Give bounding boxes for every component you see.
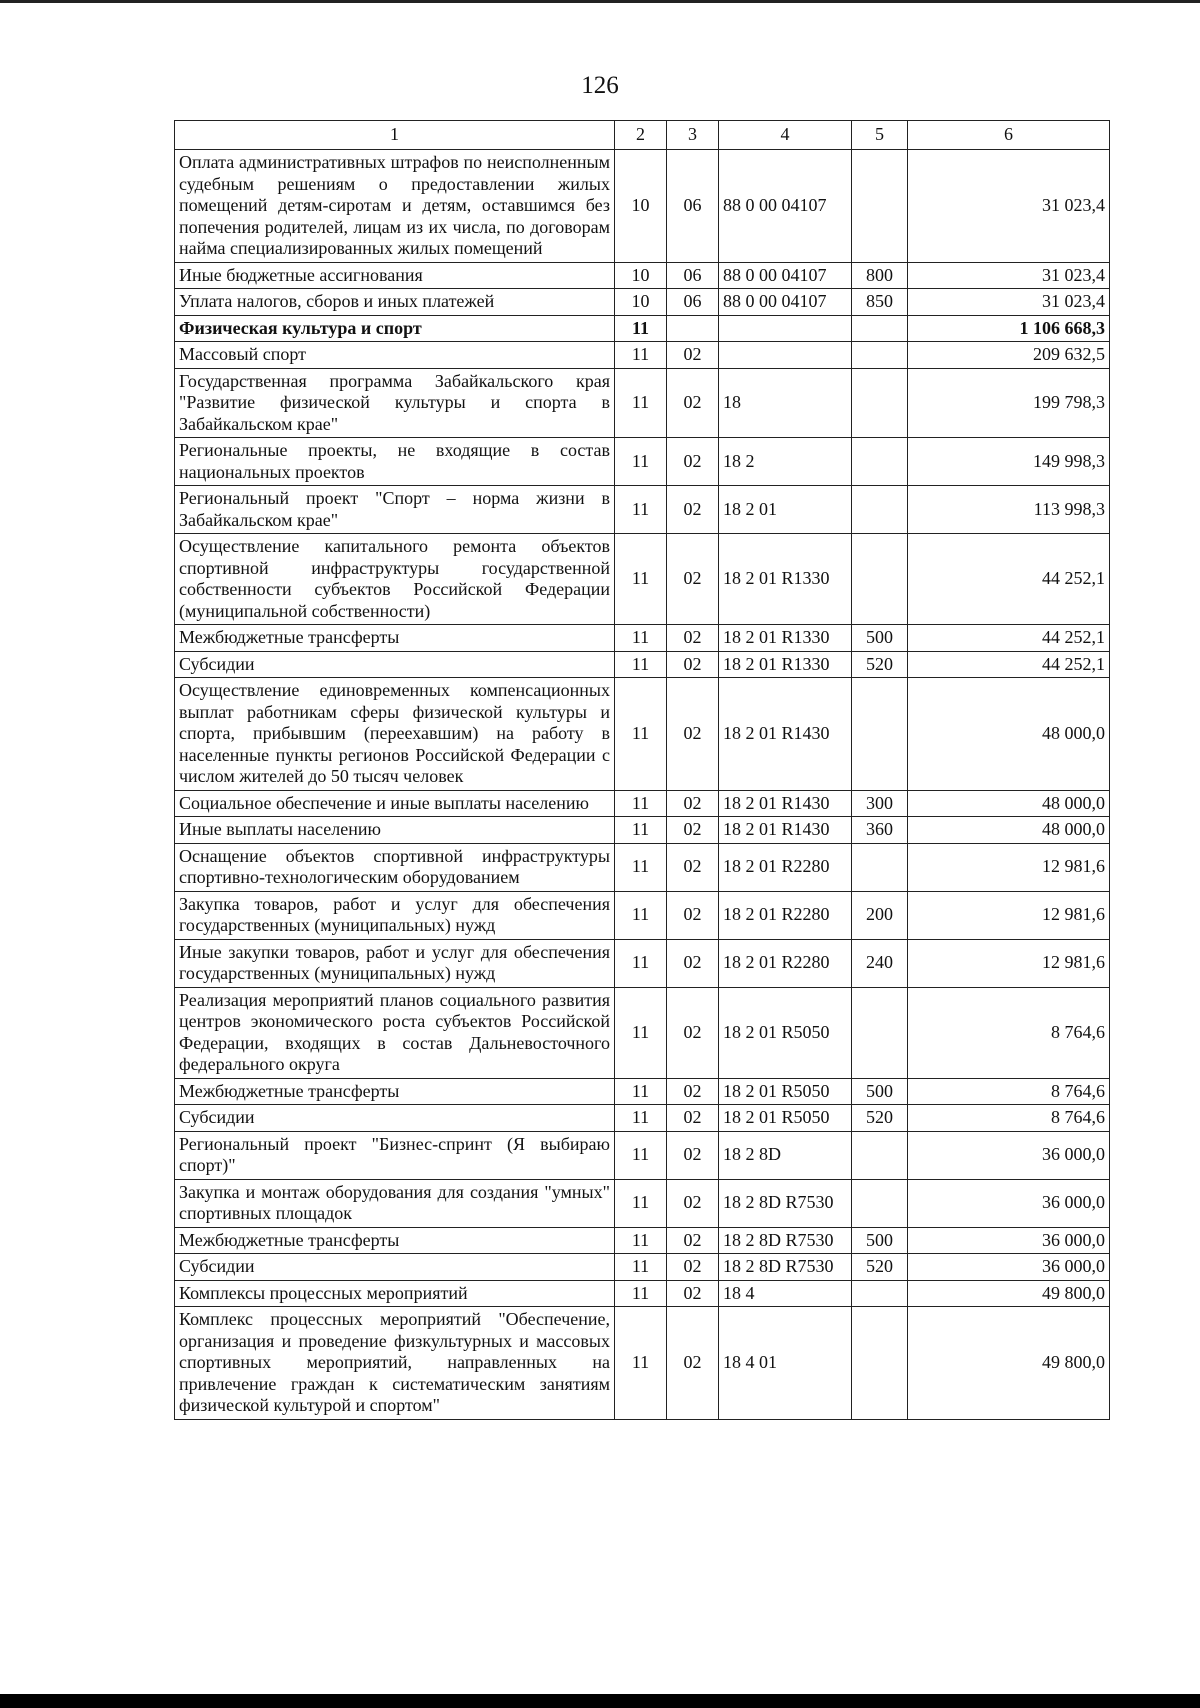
row-subsection-cell: 02 — [667, 368, 719, 438]
column-number-header — [175, 121, 1110, 150]
table-row — [175, 678, 1110, 791]
table-row — [175, 315, 1110, 342]
table-row — [175, 342, 1110, 369]
row-expense-type-cell — [852, 987, 908, 1078]
row-name-cell: Государственная программа Забайкальского края "Развитие физической культуры и спорта в Забайкальском крае" — [175, 368, 615, 438]
row-amount-cell: 8 764,6 — [908, 1078, 1110, 1105]
table-row — [175, 817, 1110, 844]
table-row — [175, 1307, 1110, 1420]
row-name-cell: Закупка товаров, работ и услуг для обеспечения государственных (муниципальных) нужд — [175, 891, 615, 939]
row-name-cell: Уплата налогов, сборов и иных платежей — [175, 289, 615, 316]
column-header-3: 3 — [667, 121, 719, 150]
budget-table — [174, 120, 1110, 1420]
row-expense-type-cell — [852, 1307, 908, 1420]
row-target-code-cell: 18 2 01 R1330 — [719, 534, 852, 625]
row-name-cell: Оплата административных штрафов по неисполненным судебным решениям о предоставлении жилых помещений детям-сиротам и детям, оставшимся без попечения родителей, лицам из их числа, по договорам найма специализированных жилых помещений — [175, 150, 615, 263]
row-target-code-cell — [719, 342, 852, 369]
table-row — [175, 289, 1110, 316]
row-target-code-cell: 18 2 01 R5050 — [719, 987, 852, 1078]
row-expense-type-cell: 500 — [852, 625, 908, 652]
row-amount-cell: 36 000,0 — [908, 1179, 1110, 1227]
row-target-code-cell: 18 2 8D R7530 — [719, 1227, 852, 1254]
row-subsection-cell: 02 — [667, 939, 719, 987]
row-target-code-cell: 18 2 01 R1430 — [719, 678, 852, 791]
row-amount-cell: 36 000,0 — [908, 1227, 1110, 1254]
row-subsection-cell: 02 — [667, 1078, 719, 1105]
row-target-code-cell: 18 2 8D — [719, 1131, 852, 1179]
table-row — [175, 987, 1110, 1078]
row-section-cell: 11 — [615, 368, 667, 438]
row-expense-type-cell: 240 — [852, 939, 908, 987]
row-target-code-cell: 18 2 01 R1430 — [719, 790, 852, 817]
row-section-cell: 10 — [615, 150, 667, 263]
row-expense-type-cell: 300 — [852, 790, 908, 817]
row-amount-cell: 12 981,6 — [908, 939, 1110, 987]
table-row — [175, 625, 1110, 652]
row-subsection-cell: 02 — [667, 1227, 719, 1254]
column-header-5: 5 — [852, 121, 908, 150]
row-section-cell: 11 — [615, 790, 667, 817]
table-row — [175, 1254, 1110, 1281]
row-section-cell: 11 — [615, 1179, 667, 1227]
row-name-cell: Комплекс процессных мероприятий "Обеспечение, организация и проведение физкультурных и массовых спортивных мероприятий, направленных на привлечение граждан к систематическим занятиям физической культурой и спортом" — [175, 1307, 615, 1420]
row-name-cell: Иные бюджетные ассигнования — [175, 262, 615, 289]
row-section-cell: 11 — [615, 678, 667, 791]
row-amount-cell: 12 981,6 — [908, 891, 1110, 939]
row-expense-type-cell: 800 — [852, 262, 908, 289]
row-subsection-cell: 02 — [667, 651, 719, 678]
row-expense-type-cell: 850 — [852, 289, 908, 316]
row-expense-type-cell — [852, 534, 908, 625]
row-name-cell: Субсидии — [175, 1105, 615, 1132]
row-subsection-cell: 02 — [667, 534, 719, 625]
row-target-code-cell: 18 2 01 R5050 — [719, 1105, 852, 1132]
table-row — [175, 1131, 1110, 1179]
column-header-1: 1 — [175, 121, 615, 150]
column-header-2: 2 — [615, 121, 667, 150]
row-section-cell: 11 — [615, 1254, 667, 1281]
row-amount-cell: 113 998,3 — [908, 486, 1110, 534]
row-subsection-cell: 02 — [667, 1131, 719, 1179]
row-section-cell: 11 — [615, 987, 667, 1078]
row-section-cell: 10 — [615, 262, 667, 289]
row-target-code-cell: 18 2 8D R7530 — [719, 1254, 852, 1281]
row-subsection-cell: 02 — [667, 1254, 719, 1281]
row-name-cell: Региональные проекты, не входящие в состав национальных проектов — [175, 438, 615, 486]
row-target-code-cell: 88 0 00 04107 — [719, 150, 852, 263]
row-section-cell: 11 — [615, 1078, 667, 1105]
row-amount-cell: 49 800,0 — [908, 1307, 1110, 1420]
row-name-cell: Субсидии — [175, 651, 615, 678]
row-target-code-cell: 18 2 01 R5050 — [719, 1078, 852, 1105]
row-amount-cell: 31 023,4 — [908, 262, 1110, 289]
row-section-cell: 11 — [615, 534, 667, 625]
row-amount-cell: 44 252,1 — [908, 651, 1110, 678]
row-section-cell: 11 — [615, 651, 667, 678]
row-section-cell: 11 — [615, 315, 667, 342]
table-row — [175, 1280, 1110, 1307]
row-amount-cell: 8 764,6 — [908, 1105, 1110, 1132]
row-section-cell: 11 — [615, 1131, 667, 1179]
row-expense-type-cell — [852, 342, 908, 369]
row-target-code-cell: 18 2 01 R2280 — [719, 891, 852, 939]
row-expense-type-cell: 520 — [852, 1105, 908, 1132]
table-row — [175, 262, 1110, 289]
row-section-cell: 11 — [615, 891, 667, 939]
row-expense-type-cell: 500 — [852, 1078, 908, 1105]
row-subsection-cell: 02 — [667, 486, 719, 534]
page-number: 126 — [581, 72, 619, 99]
row-expense-type-cell — [852, 438, 908, 486]
row-section-cell: 11 — [615, 1105, 667, 1132]
row-section-cell: 11 — [615, 817, 667, 844]
row-subsection-cell: 02 — [667, 987, 719, 1078]
row-name-cell: Физическая культура и спорт — [175, 315, 615, 342]
row-expense-type-cell — [852, 368, 908, 438]
table-row — [175, 438, 1110, 486]
row-amount-cell: 49 800,0 — [908, 1280, 1110, 1307]
row-subsection-cell: 02 — [667, 438, 719, 486]
row-amount-cell: 8 764,6 — [908, 987, 1110, 1078]
row-expense-type-cell — [852, 1131, 908, 1179]
row-subsection-cell: 02 — [667, 625, 719, 652]
row-amount-cell: 199 798,3 — [908, 368, 1110, 438]
row-amount-cell: 31 023,4 — [908, 289, 1110, 316]
row-target-code-cell: 18 4 01 — [719, 1307, 852, 1420]
row-subsection-cell: 02 — [667, 1280, 719, 1307]
row-amount-cell: 1 106 668,3 — [908, 315, 1110, 342]
row-subsection-cell: 06 — [667, 289, 719, 316]
row-section-cell: 11 — [615, 1307, 667, 1420]
row-expense-type-cell — [852, 486, 908, 534]
budget-table-body — [175, 121, 1110, 1420]
row-section-cell: 11 — [615, 1227, 667, 1254]
table-row — [175, 790, 1110, 817]
row-amount-cell: 44 252,1 — [908, 534, 1110, 625]
row-subsection-cell: 02 — [667, 1179, 719, 1227]
row-subsection-cell: 02 — [667, 1105, 719, 1132]
table-row — [175, 1179, 1110, 1227]
row-section-cell: 11 — [615, 625, 667, 652]
row-target-code-cell: 88 0 00 04107 — [719, 289, 852, 316]
row-name-cell: Осуществление единовременных компенсационных выплат работникам сферы физической культуры и спорта, прибывшим (переехавшим) на работу в населенные пункты регионов Российской Федерации с числом жителей до 50 тысяч человек — [175, 678, 615, 791]
row-expense-type-cell — [852, 315, 908, 342]
row-target-code-cell: 18 — [719, 368, 852, 438]
row-subsection-cell: 02 — [667, 678, 719, 791]
row-expense-type-cell — [852, 678, 908, 791]
row-name-cell: Региональный проект "Бизнес-спринт (Я выбираю спорт)" — [175, 1131, 615, 1179]
row-name-cell: Осуществление капитального ремонта объектов спортивной инфраструктуры государственной собственности субъектов Российской Федерации (муниципальной собственности) — [175, 534, 615, 625]
row-target-code-cell: 18 4 — [719, 1280, 852, 1307]
row-section-cell: 10 — [615, 289, 667, 316]
row-name-cell: Массовый спорт — [175, 342, 615, 369]
bottom-scan-border — [0, 1694, 1200, 1708]
table-row — [175, 150, 1110, 263]
row-target-code-cell: 18 2 01 R2280 — [719, 843, 852, 891]
row-amount-cell: 36 000,0 — [908, 1254, 1110, 1281]
row-subsection-cell: 02 — [667, 342, 719, 369]
table-row — [175, 1105, 1110, 1132]
row-target-code-cell: 88 0 00 04107 — [719, 262, 852, 289]
row-expense-type-cell — [852, 1280, 908, 1307]
row-name-cell: Реализация мероприятий планов социального развития центров экономического роста субъектов Российской Федерации, входящих в состав Дальневосточного федерального округа — [175, 987, 615, 1078]
table-row — [175, 939, 1110, 987]
table-row — [175, 651, 1110, 678]
row-target-code-cell — [719, 315, 852, 342]
top-scan-border — [0, 0, 1200, 3]
row-subsection-cell: 02 — [667, 817, 719, 844]
table-row — [175, 534, 1110, 625]
row-name-cell: Межбюджетные трансферты — [175, 1078, 615, 1105]
row-expense-type-cell: 500 — [852, 1227, 908, 1254]
table-row — [175, 891, 1110, 939]
row-amount-cell: 149 998,3 — [908, 438, 1110, 486]
row-target-code-cell: 18 2 01 R1330 — [719, 625, 852, 652]
row-subsection-cell — [667, 315, 719, 342]
row-amount-cell: 36 000,0 — [908, 1131, 1110, 1179]
row-target-code-cell: 18 2 01 — [719, 486, 852, 534]
row-subsection-cell: 06 — [667, 262, 719, 289]
row-subsection-cell: 02 — [667, 843, 719, 891]
row-amount-cell: 12 981,6 — [908, 843, 1110, 891]
row-subsection-cell: 02 — [667, 891, 719, 939]
column-header-6: 6 — [908, 121, 1110, 150]
row-section-cell: 11 — [615, 486, 667, 534]
row-amount-cell: 31 023,4 — [908, 150, 1110, 263]
row-amount-cell: 48 000,0 — [908, 790, 1110, 817]
row-target-code-cell: 18 2 8D R7530 — [719, 1179, 852, 1227]
row-section-cell: 11 — [615, 438, 667, 486]
row-expense-type-cell — [852, 1179, 908, 1227]
table-row — [175, 368, 1110, 438]
row-amount-cell: 48 000,0 — [908, 817, 1110, 844]
row-expense-type-cell: 520 — [852, 1254, 908, 1281]
row-section-cell: 11 — [615, 939, 667, 987]
row-target-code-cell: 18 2 01 R2280 — [719, 939, 852, 987]
row-expense-type-cell — [852, 843, 908, 891]
row-section-cell: 11 — [615, 843, 667, 891]
table-row — [175, 843, 1110, 891]
row-subsection-cell: 06 — [667, 150, 719, 263]
row-name-cell: Региональный проект "Спорт – норма жизни в Забайкальском крае" — [175, 486, 615, 534]
row-name-cell: Иные выплаты населению — [175, 817, 615, 844]
row-name-cell: Иные закупки товаров, работ и услуг для обеспечения государственных (муниципальных) нужд — [175, 939, 615, 987]
row-expense-type-cell — [852, 150, 908, 263]
row-name-cell: Оснащение объектов спортивной инфраструктуры спортивно-технологическим оборудованием — [175, 843, 615, 891]
row-target-code-cell: 18 2 — [719, 438, 852, 486]
row-subsection-cell: 02 — [667, 1307, 719, 1420]
row-amount-cell: 48 000,0 — [908, 678, 1110, 791]
row-target-code-cell: 18 2 01 R1430 — [719, 817, 852, 844]
row-name-cell: Комплексы процессных мероприятий — [175, 1280, 615, 1307]
row-expense-type-cell: 520 — [852, 651, 908, 678]
table-row — [175, 1078, 1110, 1105]
row-amount-cell: 44 252,1 — [908, 625, 1110, 652]
row-name-cell: Социальное обеспечение и иные выплаты населению — [175, 790, 615, 817]
row-name-cell: Субсидии — [175, 1254, 615, 1281]
row-expense-type-cell: 200 — [852, 891, 908, 939]
row-amount-cell: 209 632,5 — [908, 342, 1110, 369]
row-target-code-cell: 18 2 01 R1330 — [719, 651, 852, 678]
row-name-cell: Закупка и монтаж оборудования для создания "умных" спортивных площадок — [175, 1179, 615, 1227]
row-subsection-cell: 02 — [667, 790, 719, 817]
column-header-4: 4 — [719, 121, 852, 150]
table-row — [175, 486, 1110, 534]
row-expense-type-cell: 360 — [852, 817, 908, 844]
table-row — [175, 1227, 1110, 1254]
row-section-cell: 11 — [615, 342, 667, 369]
row-section-cell: 11 — [615, 1280, 667, 1307]
row-name-cell: Межбюджетные трансферты — [175, 1227, 615, 1254]
row-name-cell: Межбюджетные трансферты — [175, 625, 615, 652]
